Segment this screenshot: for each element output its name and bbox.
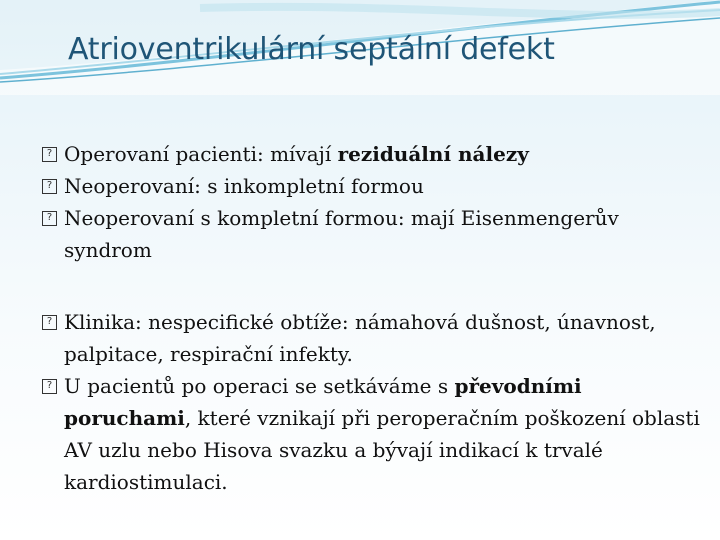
bullet-emphasis: převodními poruchami <box>64 374 582 430</box>
bullet-item: ? Neoperovaní s kompletní formou: mají Eisenmengerův syndrom <box>42 202 702 266</box>
slide-title: Atrioventrikulární septální defekt <box>68 32 555 67</box>
bullet-item: ? Neoperovaní: s inkompletní formou <box>42 170 702 202</box>
bullet-marker-icon: ? <box>42 147 57 162</box>
bullet-marker-icon: ? <box>42 379 57 394</box>
bullet-list <box>42 138 702 498</box>
bullet-marker-icon: ? <box>42 315 57 330</box>
bullet-marker-icon: ? <box>42 179 57 194</box>
bullet-item: ? U pacientů po operaci se setkáváme s převodními poruchami, které vznikají při peroperačním poškození oblasti AV uzlu nebo Hisova svazku a bývají indikací k trvalé kardiostimulaci. <box>42 370 702 498</box>
bullet-marker-icon: ? <box>42 211 57 226</box>
bullet-item: ? Klinika: nespecifické obtíže: námahová dušnost, únavnost, palpitace, respirační infekty. <box>42 306 702 370</box>
bullet-emphasis: reziduální nálezy <box>337 142 529 166</box>
bullet-item: ? Operovaní pacienti: mívají reziduální nálezy <box>42 138 702 170</box>
